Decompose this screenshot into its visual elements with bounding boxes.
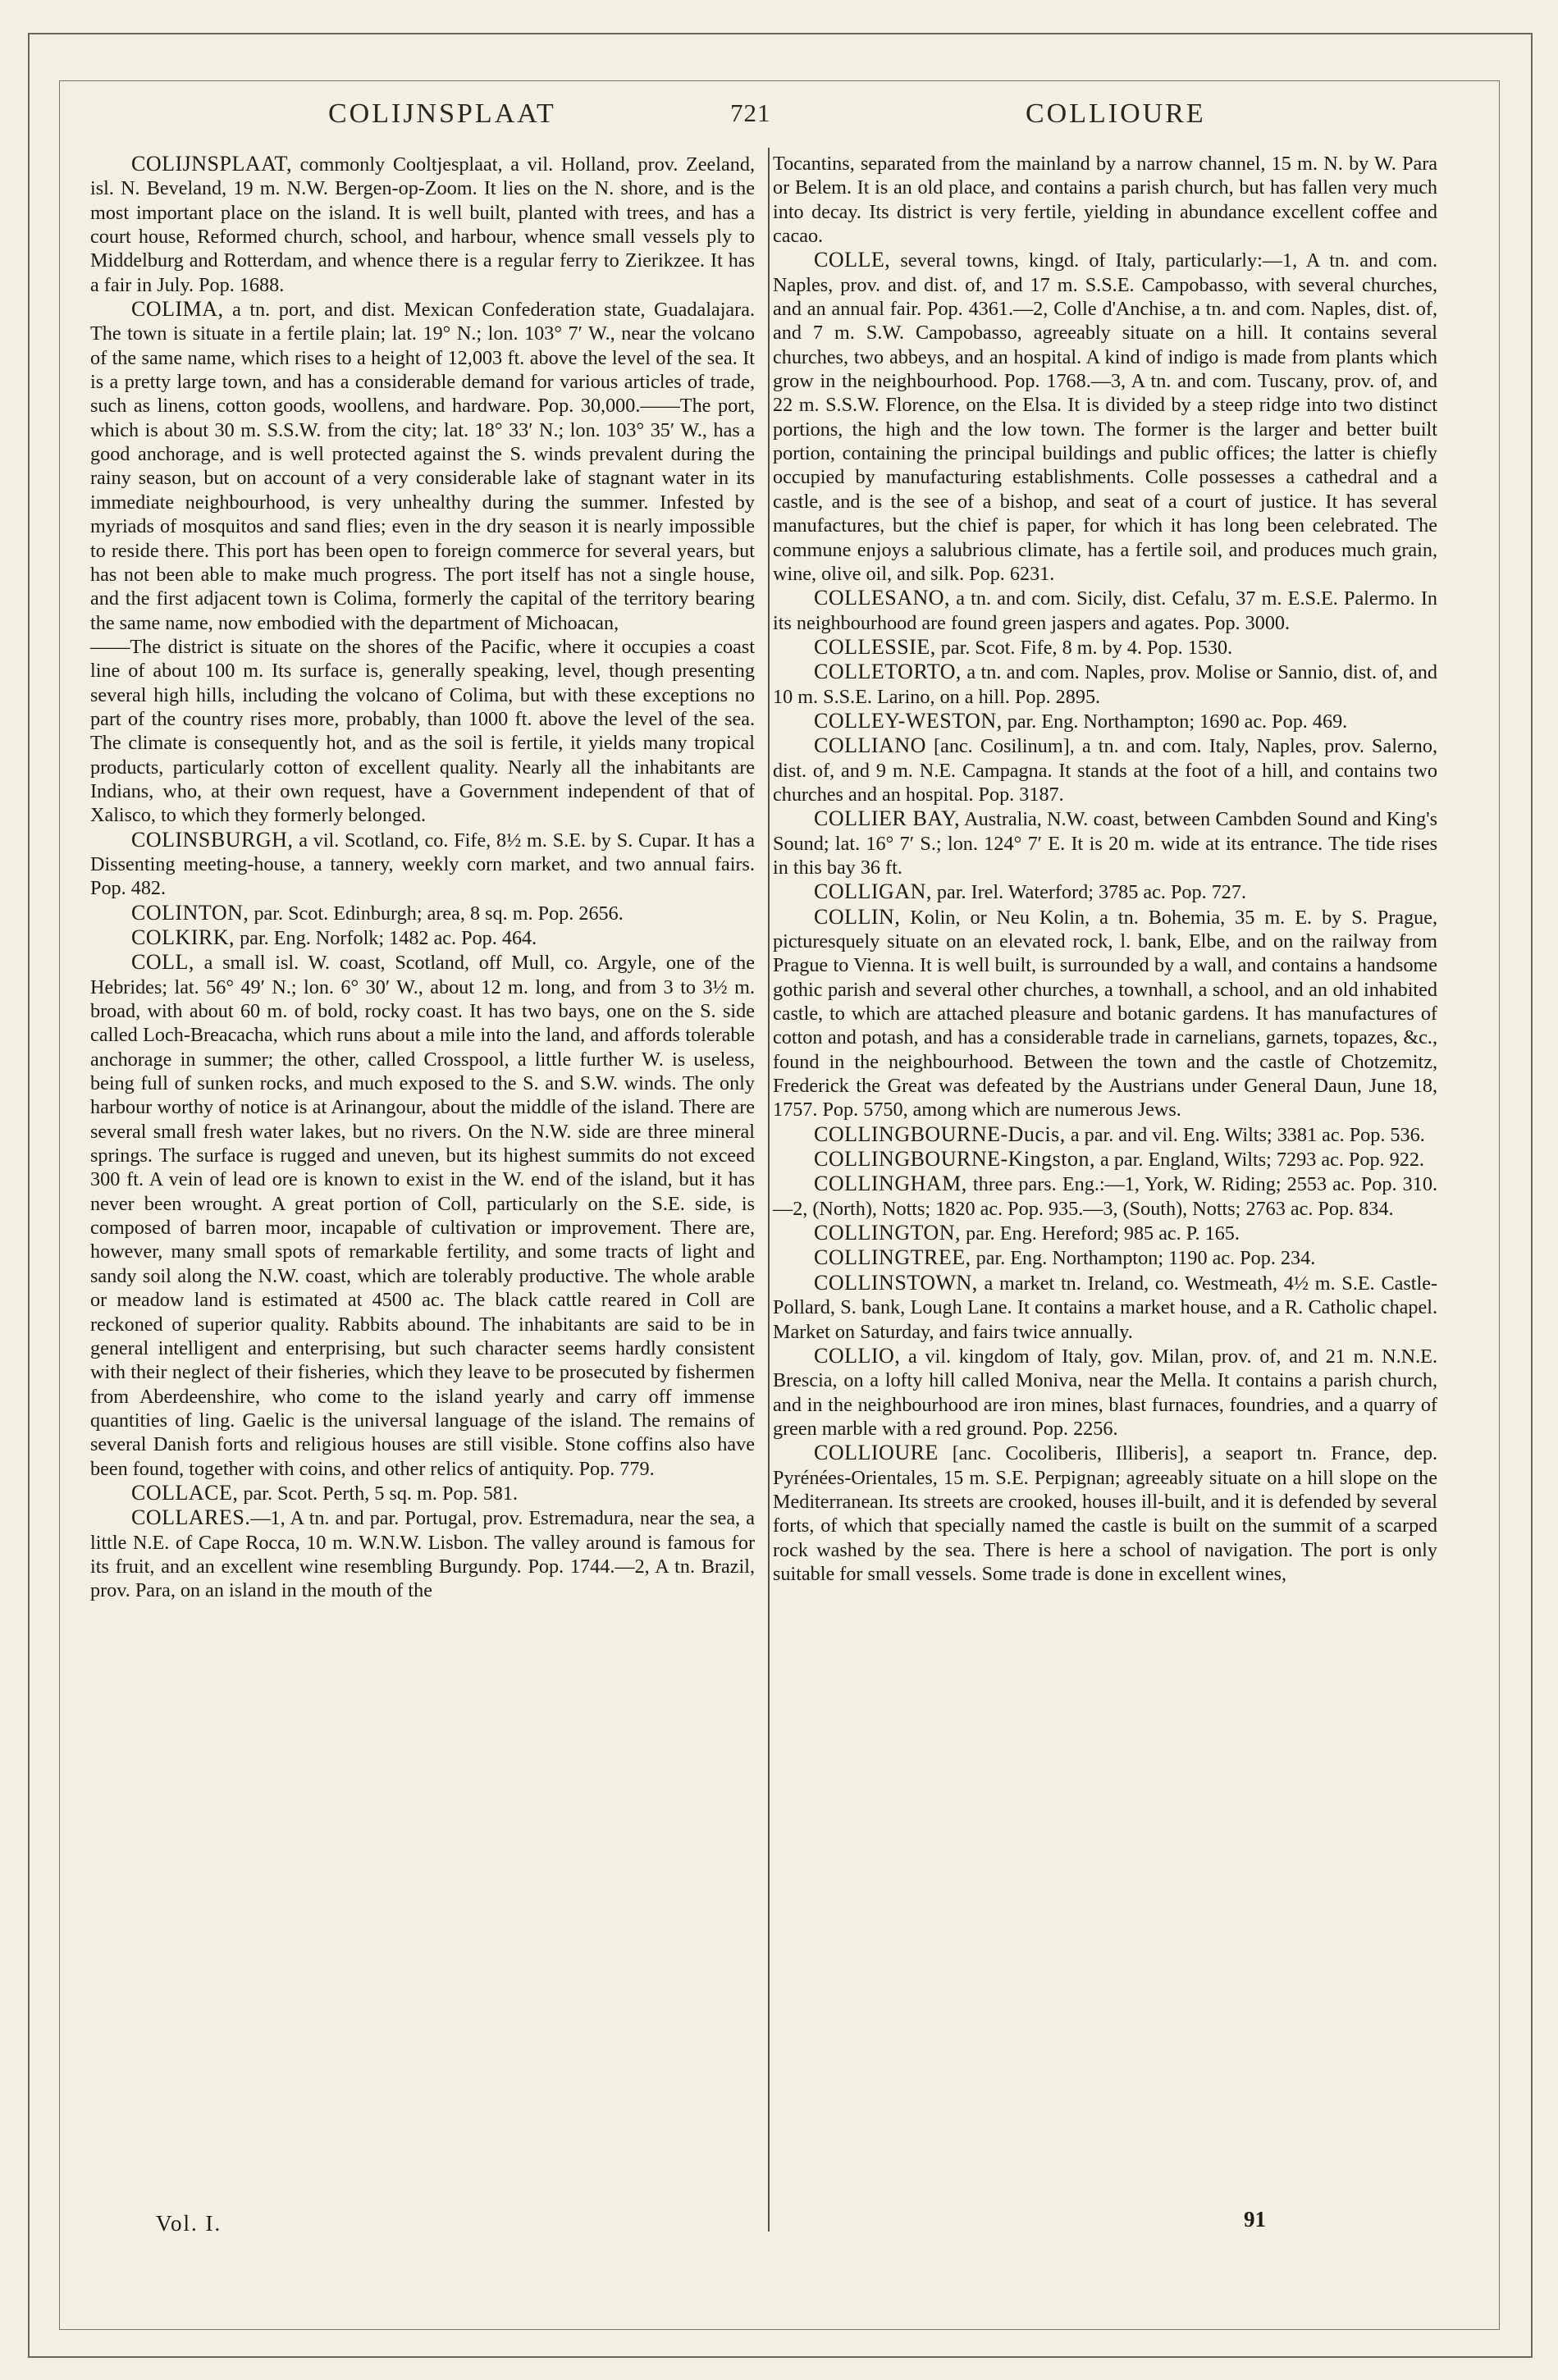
- entry-text: a vil. Scotland, co. Fife, 8½ m. S.E. by S. Cupar. It has a Dissenting meeting-house, a tannery, weekly corn market, and two annual fairs. Pop. 482.: [90, 829, 755, 900]
- gazetteer-entry: [773, 879, 1437, 904]
- gazetteer-entry: [773, 1122, 1437, 1147]
- column-divider: [768, 148, 770, 2232]
- gazetteer-entry: [773, 1344, 1437, 1441]
- entry-headword: COLINTON,: [131, 900, 249, 925]
- entry-headword: COLLINGTREE,: [814, 1245, 971, 1270]
- gazetteer-entry: [773, 152, 1437, 248]
- entry-text: par. Scot. Fife, 8 m. by 4. Pop. 1530.: [935, 636, 1233, 659]
- entry-text: [anc. Cocoliberis, Illiberis], a seaport tn. France, dep. Pyrénées-Orientales, 15 m. S.E. Perpignan; agreeably situate on a hill slope on the Mediterranean. Its streets are crooked, houses ill-built, and it is defended by several forts, of which that specially named the castle is built on the summit of a scarped rock washed by the sea. There is here a school of navigation. The port is only suitable for small vessels. Some trade is done in excellent wines,: [773, 1442, 1437, 1585]
- entry-headword: COLLIO,: [814, 1343, 901, 1368]
- entry-text: Kolin, or Neu Kolin, a tn. Bohemia, 35 m. E. by S. Prague, picturesquely situate on an elevated rock, l. bank, Elbe, and on the railway from Prague to Vienna. It is well built, is surrounded by a wall, and contains a handsome gothic parish and several other churches, a townhall, a school, and an old inhabited castle, to which are attached pleasure and botanic gardens. It has manufactures of cotton and potash, and has a considerable trade in carnelians, garnets, topazes, &c., found in the neighbourhood. Between the town and the castle of Chotzemitz, Frederick the Great was defeated by the Austrians under General Daun, June 18, 1757. Pop. 5750, among which are numerous Jews.: [773, 906, 1437, 1121]
- entry-text: a par. England, Wilts; 7293 ac. Pop. 922.: [1095, 1149, 1424, 1172]
- running-head-left: COLIJNSPLAAT: [328, 98, 556, 129]
- gazetteer-entry: [773, 1245, 1437, 1270]
- entry-headword: COLIJNSPLAAT,: [131, 152, 292, 176]
- gazetteer-entry: [90, 1481, 755, 1505]
- entry-text: par. Eng. Northampton; 1190 ac. Pop. 234.: [971, 1247, 1316, 1270]
- entry-headword: COLLACE,: [131, 1480, 239, 1505]
- gazetteer-entry: [773, 1172, 1437, 1221]
- gazetteer-entry: [773, 806, 1437, 879]
- gazetteer-entry: [90, 950, 755, 1481]
- entry-text: par. Irel. Waterford; 3785 ac. Pop. 727.: [931, 881, 1247, 904]
- gazetteer-entry: [773, 1147, 1437, 1172]
- entry-headword: COLLIN,: [814, 904, 901, 929]
- entry-text: par. Eng. Norfolk; 1482 ac. Pop. 464.: [235, 927, 537, 949]
- entry-text: commonly Cooltjesplaat, a vil. Holland, prov. Zeeland, isl. N. Beveland, 19 m. N.W. Bergen-op-Zoom. It lies on the N. shore, and is the most important place on the island. It is well built, planted with trees, and has a court house, Reformed church, school, and harbour, whence small vessels ply to Middelburg and Rotterdam, and whence there is a regular ferry to Zierikzee. It has a fair in July. Pop. 1688.: [90, 153, 755, 296]
- gazetteer-entry: [90, 152, 755, 297]
- gazetteer-entry: [90, 1505, 755, 1602]
- entry-headword: COLLIER BAY,: [814, 806, 961, 831]
- gazetteer-entry: [773, 1271, 1437, 1344]
- gazetteer-entry: [90, 925, 755, 950]
- gazetteer-entry: [90, 297, 755, 635]
- entry-text: Australia, N.W. coast, between Cambden Sound and King's Sound; lat. 16° 7′ S.; lon. 124° 7′ E. It is 20 m. wide at its entrance. The tide rises in this bay 36 ft.: [773, 808, 1437, 879]
- gazetteer-entry: [773, 586, 1437, 635]
- gazetteer-entry: [773, 733, 1437, 806]
- entry-text: par. Eng. Northampton; 1690 ac. Pop. 469.: [1002, 710, 1348, 733]
- entry-text: ——The district is situate on the shores of the Pacific, where it occupies a coast line of about 100 m. Its surface is, generally speaking, level, though presenting several high hills, including the volcano of Colima, but with these exceptions no part of the country rises more, probably, than 1000 ft. above the level of the sea. The climate is consequently hot, and as the soil is fertile, it yields many tropical products, particularly cotton of excellent quality. Nearly all the inhabitants are Indians, who, at their own request, have a Government independent of that of Xalisco, to which they formerly belonged.: [90, 635, 755, 827]
- gazetteer-entry: [773, 1441, 1437, 1586]
- entry-text: several towns, kingd. of Italy, particularly:—1, A tn. and com. Naples, prov. and dist. of, and 17 m. S.S.E. Campobasso, with several churches, and an annual fair. Pop. 4361.—2, Colle d'Anchise, a tn. and com. Naples, dist. of, and 7 m. S.W. Campobasso, agreeably situate on a hill. It contains several churches, two abbeys, and an hospital. A kind of indigo is made from plants which grow in the neighbourhood. Pop. 1768.—3, A tn. and com. Tuscany, prov. of, and 22 m. S.S.W. Florence, on the Elsa. It is divided by a steep ridge into two distinct portions, the high and the low town. The former is the larger and better built portion, containing the principal buildings and public offices; the latter is chiefly occupied by manufacturing establishments. Colle possesses a cathedral and a castle, and is the see of a bishop, and seat of a court of justice. It has several manufactures, but the chief is paper, for which it has long been celebrated. The commune enjoys a salubrious climate, has a fertile soil, and produces much grain, wine, olive oil, and silk. Pop. 6231.: [773, 249, 1437, 585]
- entry-headword: COLL,: [131, 950, 194, 975]
- entry-text: par. Eng. Hereford; 985 ac. P. 165.: [961, 1222, 1240, 1245]
- entry-headword: COLKIRK,: [131, 925, 235, 949]
- entry-headword: COLLE,: [814, 248, 891, 272]
- gazetteer-entry: [90, 901, 755, 925]
- entry-headword: COLLINSTOWN,: [814, 1270, 978, 1295]
- gazetteer-entry: [773, 905, 1437, 1122]
- entry-headword: COLLIANO: [814, 733, 926, 758]
- gazetteer-entry: [90, 828, 755, 901]
- entry-headword: COLLINGHAM,: [814, 1172, 967, 1196]
- entry-headword: COLLIGAN,: [814, 879, 932, 904]
- entry-text: a vil. kingdom of Italy, gov. Milan, prov. of, and 21 m. N.N.E. Brescia, on a lofty hill called Moniva, near the Mella. It contains a parish church, and in the neighbourhood are iron mines, blast furnaces, foundries, and a quarry of green marble with a red ground. Pop. 2256.: [773, 1345, 1437, 1440]
- entry-headword: COLLETORTO,: [814, 660, 962, 684]
- volume-label: Vol. I.: [156, 2211, 222, 2236]
- gazetteer-entry: [773, 635, 1437, 660]
- entry-headword: COLLINGTON,: [814, 1221, 962, 1245]
- entry-text: par. Scot. Edinburgh; area, 8 sq. m. Pop. 2656.: [249, 902, 624, 925]
- entry-text: a tn. port, and dist. Mexican Confederation state, Guadalajara. The town is situate in a fertile plain; lat. 19° N.; lon. 103° 7′ W., near the volcano of the same name, which rises to a height of 12,003 ft. above the level of the sea. It is a pretty large town, and has a considerable demand for various articles of trade, such as linens, cotton goods, woollens, and hardware. Pop. 30,000.——The port, which is about 30 m. S.S.W. from the city; lat. 18° 33′ N.; lon. 103° 35′ W., has a good anchorage, and is well protected against the S. winds prevalent during the rainy season, but on account of a very considerable lake of stagnant water in its immediate neighbourhood, is very unhealthy during the summer. Infested by myriads of mosquitos and sand flies; even in the dry season it is nearly impossible to reside there. This port has been open to foreign commerce for several years, but has not been able to make much progress. The port itself has not a single house, and the first adjacent town is Colima, formerly the capital of the territory bearing the same name, now embodied with the department of Michoacan,: [90, 299, 755, 634]
- entry-headword: COLINSBURGH,: [131, 827, 294, 852]
- entry-text: a small isl. W. coast, Scotland, off Mull, co. Argyle, one of the Hebrides; lat. 56° 49′ N.; lon. 6° 30′ W., about 12 m. long, and from 3 to 3½ m. broad, with about 60 m. of bold, rocky coast. It has two bays, one on the S. side called Loch-Breacacha, which runs about a mile into the land, and affords tolerable anchorage in summer; the other, called Crosspool, a little further W. is useless, being full of sunken rocks, and much exposed to the S. and S.W. winds. The only harbour worthy of notice is at Arinangour, about the middle of the island. There are several small fresh water lakes, but no rivers. On the N.W. side are three mineral springs. The surface is rugged and uneven, but its highest summits do not exceed 300 ft. A vein of lead ore is known to exist in the W. end of the island, but it has never been wrought. A great portion of Coll, particularly on the S.E. side, is composed of barren moor, incapable of cultivation or improvement. There are, however, many small spots of remarkable fertility, and some tracts of light and sandy soil along the N.W. coast, which are tolerably productive. The whole arable or meadow land is estimated at 4500 ac. The black cattle reared in Coll are reckoned of superior quality. Rabbits abound. The inhabitants are said to be in general intelligent and enterprising, but such character seems hardly consistent with their neglect of their fisheries, which they leave to be prosecuted by fishermen from Aberdeenshire, who come to the island yearly and carry off immense quantities of ling. Gaelic is the universal language of the island. The remains of several Danish forts and religious houses are still visible. Stone coffins also have been found, together with coins, and other relics of antiquity. Pop. 779.: [90, 952, 755, 1480]
- gazetteer-entry: [773, 660, 1437, 709]
- entry-headword: COLLARES.: [131, 1505, 251, 1530]
- entry-text: —1, A tn. and par. Portugal, prov. Estremadura, near the sea, a little N.E. of Cape Rocca, 10 m. W.N.W. Lisbon. The valley around is famous for its fruit, and an excellent wine resembling Burgundy. Pop. 1744.—2, A tn. Brazil, prov. Para, on an island in the mouth of the: [90, 1507, 755, 1602]
- gazetteer-entry: [773, 248, 1437, 586]
- left-column: [90, 152, 755, 1603]
- entry-text: a market tn. Ireland, co. Westmeath, 4½ m. S.E. Castle-Pollard, S. bank, Lough Lane. It contains a market house, and a R. Catholic chapel. Market on Saturday, and fairs twice annually.: [773, 1272, 1437, 1343]
- signature-mark: 91: [1244, 2207, 1266, 2232]
- entry-headword: COLLIOURE: [814, 1441, 939, 1465]
- page-number: 721: [730, 98, 771, 127]
- entry-text: a tn. and com. Sicily, dist. Cefalu, 37 m. E.S.E. Palermo. In its neighbourhood are found green jaspers and agates. Pop. 3000.: [773, 587, 1437, 634]
- right-column: [773, 152, 1437, 1586]
- entry-text: [anc. Cosilinum], a tn. and com. Italy, Naples, prov. Salerno, dist. of, and 9 m. N.E. Campagna. It stands at the foot of a hill, and contains two churches and an hospital. Pop. 3187.: [773, 735, 1437, 806]
- running-head-right: COLLIOURE: [1026, 98, 1206, 129]
- gazetteer-entry: [773, 709, 1437, 733]
- gazetteer-entry: [773, 1221, 1437, 1245]
- entry-headword: COLLESSIE,: [814, 634, 936, 659]
- entry-text: a tn. and com. Naples, prov. Molise or Sannio, dist. of, and 10 m. S.S.E. Larino, on a hill. Pop. 2895.: [773, 661, 1437, 708]
- entry-text: three pars. Eng.:—1, York, W. Riding; 2553 ac. Pop. 310.—2, (North), Notts; 1820 ac. Pop. 935.—3, (South), Notts; 2763 ac. Pop. 834.: [773, 1173, 1437, 1220]
- entry-headword: COLLESANO,: [814, 586, 951, 610]
- entry-headword: COLIMA,: [131, 297, 224, 322]
- entry-text: a par. and vil. Eng. Wilts; 3381 ac. Pop. 536.: [1065, 1123, 1425, 1146]
- entry-text: par. Scot. Perth, 5 sq. m. Pop. 581.: [238, 1482, 519, 1505]
- entry-headword: COLLINGBOURNE-Ducis,: [814, 1121, 1066, 1146]
- gazetteer-entry: [90, 635, 755, 828]
- entry-headword: COLLINGBOURNE-Kingston,: [814, 1147, 1095, 1172]
- entry-headword: COLLEY-WESTON,: [814, 708, 1003, 733]
- entry-text: Tocantins, separated from the mainland by a narrow channel, 15 m. N. by W. Para or Belem. It is an old place, and contains a parish church, but has fallen very much into decay. Its district is very fertile, yielding in abundance excellent coffee and cacao.: [773, 153, 1437, 248]
